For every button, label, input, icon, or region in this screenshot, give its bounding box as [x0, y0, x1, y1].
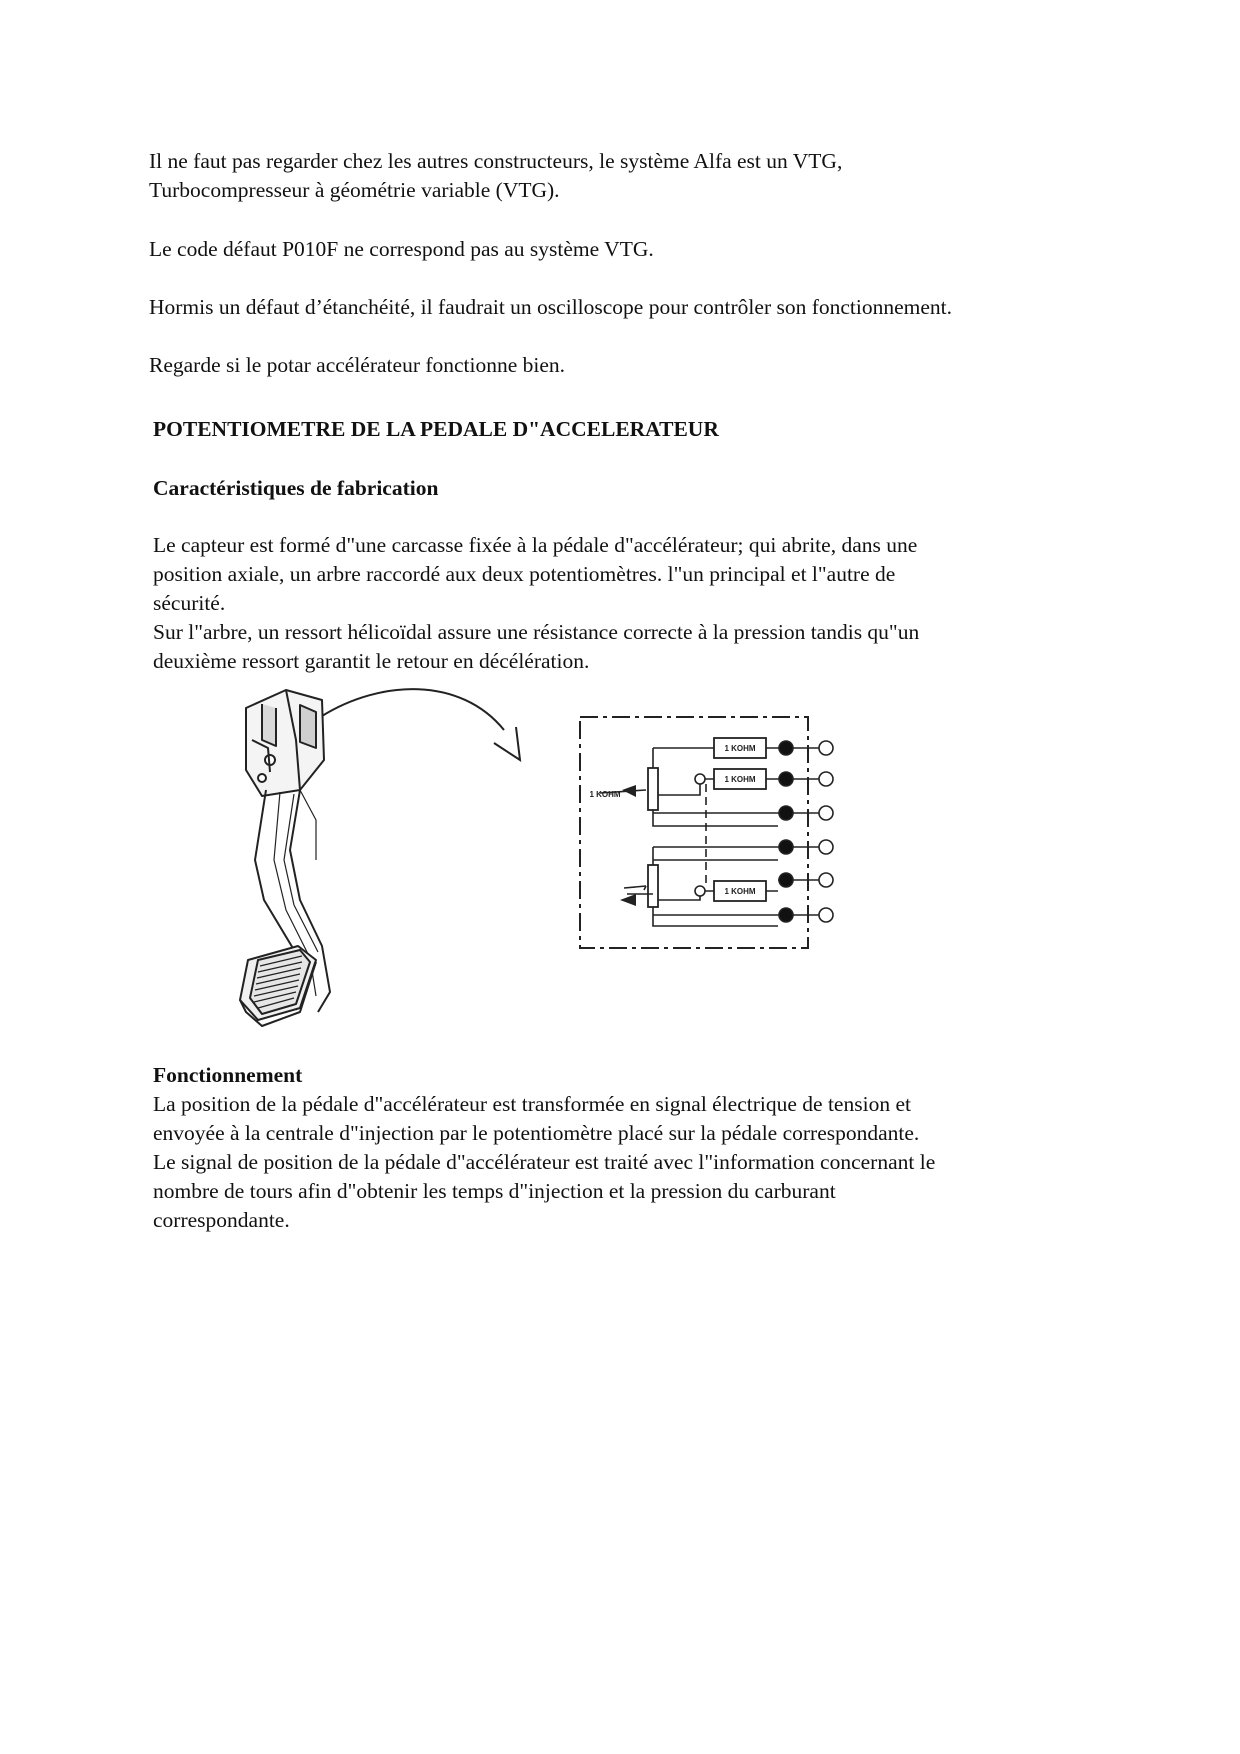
- curved-arrow-icon: [322, 689, 520, 760]
- section-subtitle: Caractéristiques de fabrication: [153, 476, 439, 500]
- resistor-boxes: [714, 738, 766, 901]
- intro-paragraph-4: Regarde si le potar accélérateur fonctionne bien.: [149, 353, 566, 377]
- body-line: sécurité.: [153, 591, 226, 615]
- operation-line: envoyée à la centrale d"injection par le potentiomètre placé sur la pédale correspondante.: [153, 1121, 920, 1145]
- body-line: Sur l"arbre, un ressort hélicoïdal assure une résistance correcte à la pression tandis qu"un: [153, 620, 920, 644]
- resistor-labels: [589, 744, 755, 896]
- body-line: position axiale, un arbre raccordé aux deux potentiomètres. l"un principal et l"autre de: [153, 562, 896, 586]
- accelerator-pedal-illustration: [240, 690, 330, 1026]
- section-title: POTENTIOMETRE DE LA PEDALE D"ACCELERATEUR: [153, 417, 719, 441]
- operation-body: [153, 1090, 1113, 1235]
- resistor-label: 1 KOHM: [724, 887, 756, 896]
- resistor-label: 1 KOHM: [724, 744, 756, 753]
- operation-line: Le signal de position de la pédale d"accélérateur est traité avec l"information concernant le: [153, 1150, 936, 1174]
- operation-line: La position de la pédale d"accélérateur est transformée en signal électrique de tension et: [153, 1092, 911, 1116]
- intro-line: Turbocompresseur à géométrie variable (VTG).: [149, 178, 560, 202]
- intro-line: Il ne faut pas regarder chez les autres constructeurs, le système Alfa est un VTG,: [149, 149, 843, 173]
- intro-paragraph-2: Le code défaut P010F ne correspond pas au système VTG.: [149, 237, 654, 261]
- body-line: Le capteur est formé d"une carcasse fixée à la pédale d"accélérateur; qui abrite, dans une: [153, 533, 918, 557]
- operation-line: correspondante.: [153, 1208, 290, 1232]
- circuit-diagram: [580, 717, 808, 948]
- potentiometer-label: 1 KOHM: [589, 790, 621, 799]
- intro-paragraph-3: Hormis un défaut d’étanchéité, il faudrait un oscilloscope pour contrôler son fonctionnement.: [149, 295, 953, 319]
- operation-line: nombre de tours afin d"obtenir les temps d"injection et la pression du carburant: [153, 1179, 836, 1203]
- operation-title: Fonctionnement: [153, 1063, 303, 1087]
- resistor-label: 1 KOHM: [724, 775, 756, 784]
- body-line: deuxième ressort garantit le retour en décélération.: [153, 649, 590, 673]
- terminal-pins: [778, 741, 833, 922]
